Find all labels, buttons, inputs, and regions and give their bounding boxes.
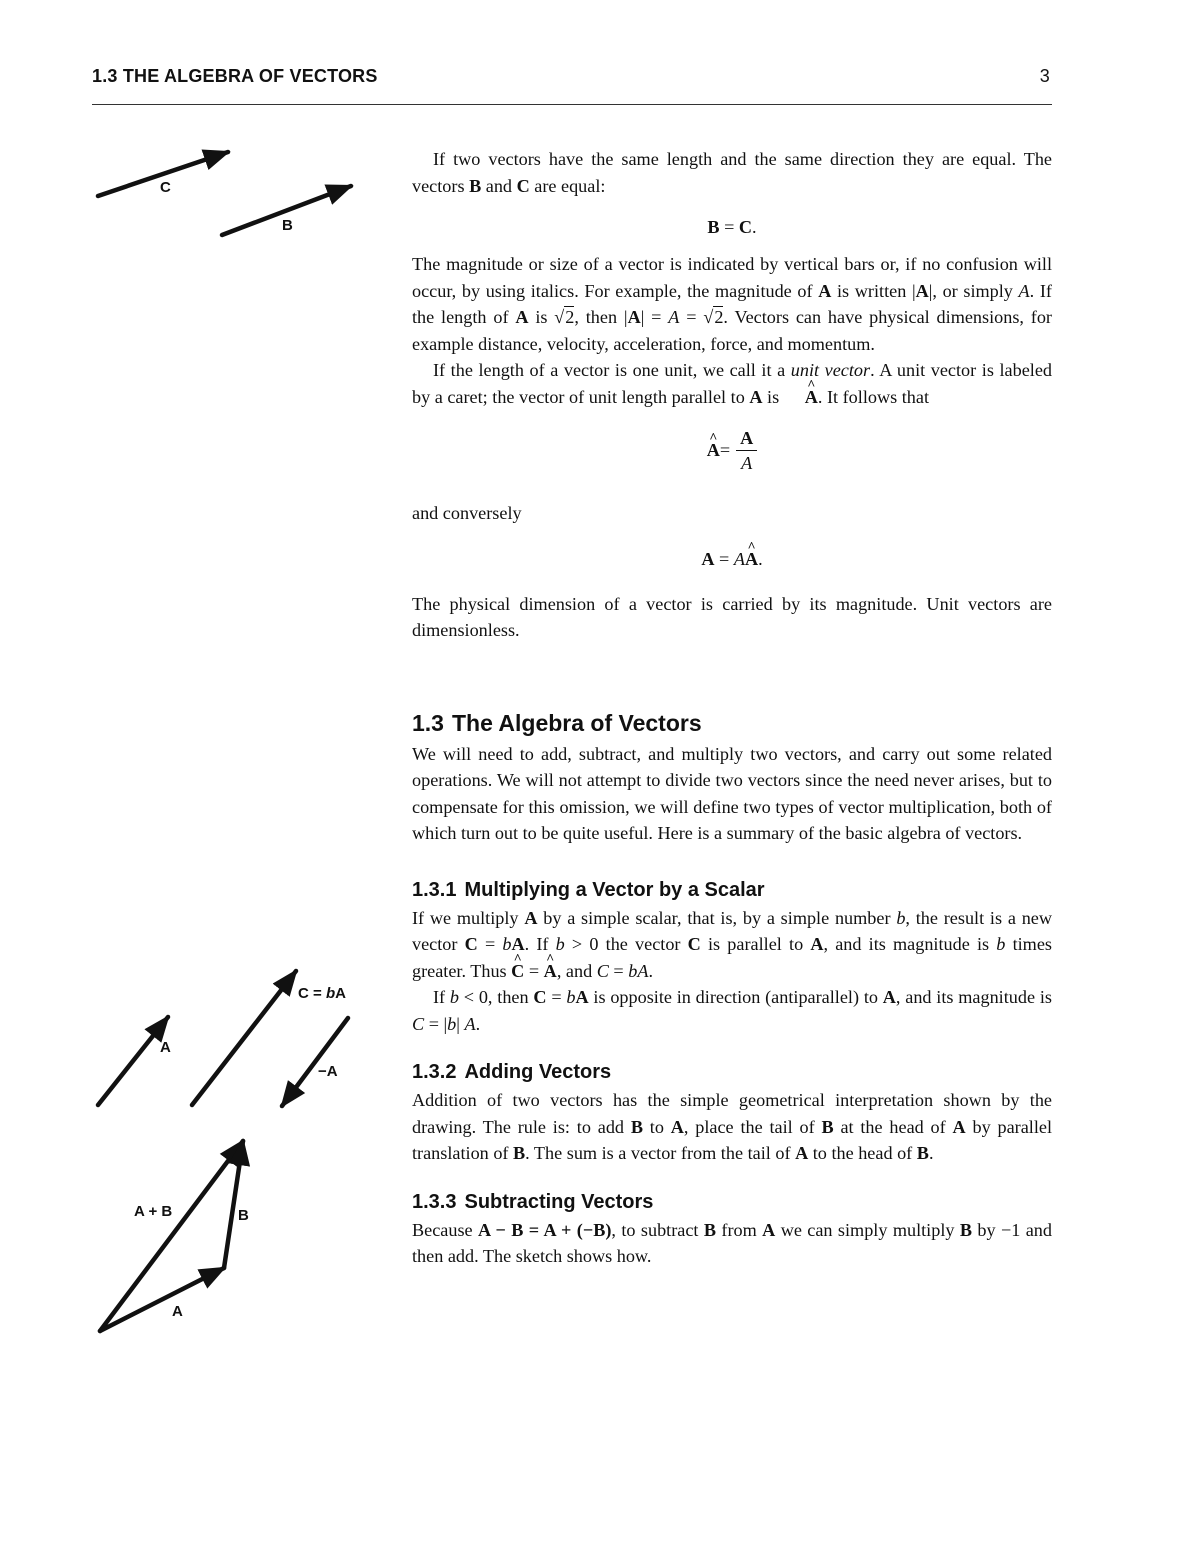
vector-b-label: B — [282, 217, 293, 234]
vector-a-add-arrow — [100, 1268, 224, 1331]
paragraph-scalar-1: If we multiply A by a simple scalar, that is, by a simple number b, the result is a new vector C = bA. If b > 0 the vector C is parallel to A, and its magnitude is b times greater. Thus C ^ = A ^, and C = bA. — [412, 905, 1052, 985]
paragraph-unit-vector: If the length of a vector is one unit, we call it a unit vector. A unit vector is labeled by a caret; the vector of unit length parallel to A is A ^. It follows that — [412, 357, 1052, 410]
paragraph-algebra-intro: We will need to add, subtract, and multiply two vectors, and carry out some related operations. We will not attempt to divide two vectors since the need never arises, but to compensate for this omission, we will define two types of vector multiplication, both of which turn out to be quite useful. Here is a summary of the basic algebra of vectors. — [412, 743, 1052, 843]
page-number: 3 — [1039, 66, 1050, 86]
paragraph-scalar-2: If b < 0, then C = bA is opposite in direction (antiparallel) to A, and its magnitude is C = |b| A. — [412, 987, 1052, 1034]
equal-vectors-figure — [98, 152, 351, 235]
vector-neg-a-label: −A — [318, 1063, 338, 1080]
running-head-title: 1.3 THE ALGEBRA OF VECTORS — [92, 66, 378, 86]
vector-addition-figure — [100, 1141, 249, 1331]
paragraph-dimension: The physical dimension of a vector is carried by its magnitude. Unit vectors are dimensionless. — [412, 593, 1052, 640]
scalar-multiplication-figure — [98, 971, 348, 1106]
paragraph-magnitude: The magnitude or size of a vector is indicated by vertical bars or, if no confusion will occur, by using italics. For example, the magnitude of A is written |A|, or simply A. If the length of A is √2, then |A| = A = √2. Vectors can have physical dimensions, for example distance, velocity, acceleration, force, and momentum. — [412, 254, 1052, 354]
paragraph-adding: Addition of two vectors has the simple geometrical interpretation shown by the drawing. The rule is: to add B to A, place the tail of B at the head of A by parallel translation of B. The sum is a vector from the tail of A to the head of B. — [412, 1090, 1052, 1163]
section-heading-algebra: 1.3 The Algebra of Vectors — [412, 709, 702, 736]
subsection-heading-adding: 1.3.2 Adding Vectors — [412, 1061, 612, 1083]
vector-c-label: C — [160, 179, 171, 196]
vector-sum-label: A + B — [134, 1203, 173, 1220]
vector-a-arrow — [98, 1017, 168, 1105]
subsection-heading-subtracting: 1.3.3 Subtracting Vectors — [412, 1190, 654, 1213]
vector-ba-arrow — [192, 971, 296, 1105]
vector-a-add-label: A — [172, 1303, 183, 1320]
subsection-heading-scalar: 1.3.1 Multiplying a Vector by a Scalar — [412, 878, 765, 901]
vector-b-add-label: B — [238, 1207, 249, 1224]
equation-b-equals-c: B = C. — [707, 217, 757, 237]
paragraph-subtracting: Because A − B = A + (−B), to subtract B from A we can simply multiply B by −1 and then add. The sketch shows how. — [412, 1219, 1052, 1266]
paragraph-equal-vectors: If two vectors have the same length and the same direction they are equal. The vectors B and C are equal: — [412, 149, 1052, 196]
equation-a-equals-a-ahat: A = AA ^. — [412, 545, 1052, 573]
vector-a-label: A — [160, 1039, 171, 1056]
equation-unit-vector-definition: A ^ = $\frac{A}{A}$ — [412, 418, 1052, 482]
vector-neg-a-arrow — [282, 1018, 348, 1106]
vector-c-equals-ba-label: C = bA — [298, 985, 346, 1002]
main-column — [412, 146, 1052, 1270]
paragraph-conversely: and conversely — [412, 503, 522, 523]
